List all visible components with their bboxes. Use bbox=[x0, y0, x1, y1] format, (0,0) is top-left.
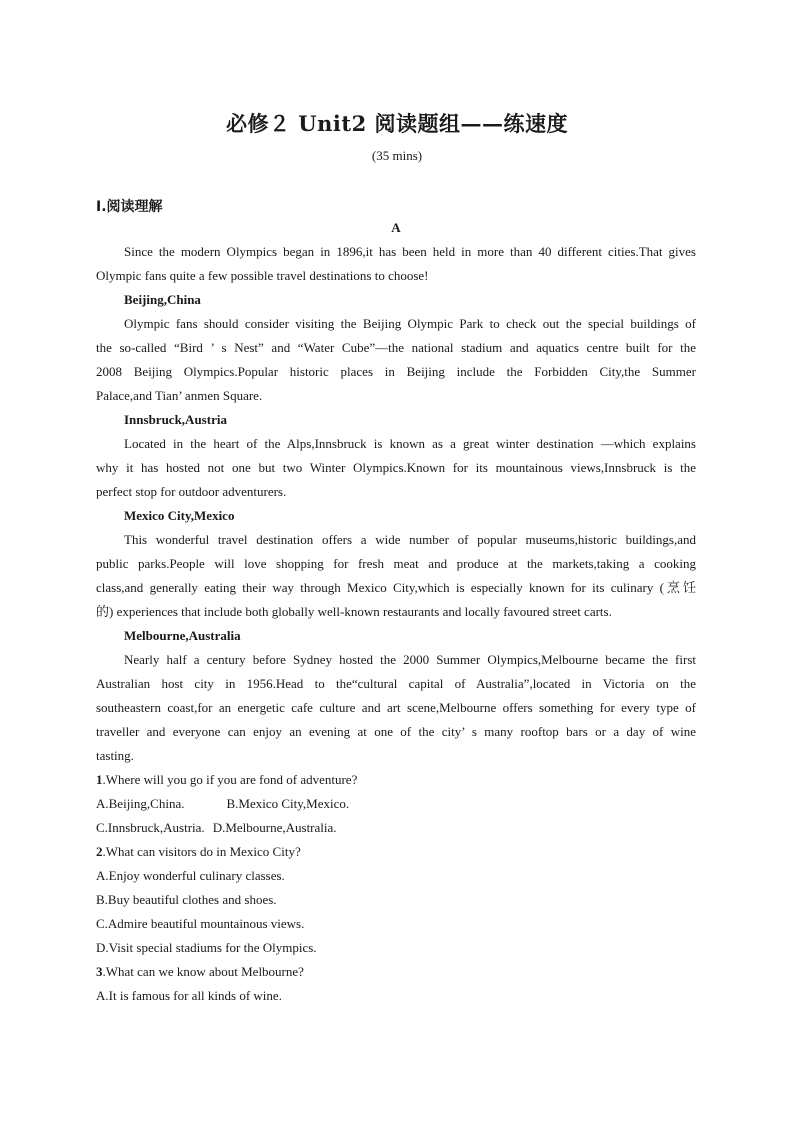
option-b: B.Buy beautiful clothes and shoes. bbox=[96, 892, 277, 907]
question-number: 3 bbox=[96, 964, 103, 979]
paragraph-line: perfect stop for outdoor adventurers. bbox=[96, 484, 287, 499]
question-number: 1 bbox=[96, 772, 103, 787]
paragraph-line: southeastern coast,for an energetic cafe culture and art scene,Melbourne offers something for every type of bbox=[96, 700, 696, 715]
question-1-options-ab bbox=[96, 792, 696, 816]
paragraph-line: Palace,and Tian’ anmen Square. bbox=[96, 388, 263, 403]
time-limit: (35 mins) bbox=[371, 148, 423, 163]
document-title: 必修２ Unit2 阅读题组——练速度 bbox=[226, 111, 568, 136]
city-heading-innsbruck: Innsbruck,Austria bbox=[124, 412, 227, 427]
option-a: A.Enjoy wonderful culinary classes. bbox=[96, 868, 285, 883]
option-a: A.It is famous for all kinds of wine. bbox=[96, 988, 282, 1003]
paragraph-line: Nearly half a century before Sydney hosted the 2000 Summer Olympics,Melbourne became the first bbox=[124, 652, 696, 667]
paragraph-line: why it has hosted not one but two Winter Olympics.Known for its mountainous views,Innsbruck is the bbox=[96, 460, 696, 475]
passage-body bbox=[96, 216, 696, 1008]
city-heading-mexico: Mexico City,Mexico bbox=[124, 508, 235, 523]
intro-line: Since the modern Olympics began in 1896,it has been held in more than 40 different cities.That gives bbox=[124, 244, 696, 259]
option-c: C.Innsbruck,Austria. bbox=[96, 820, 205, 835]
paragraph-line: traveller and everyone can enjoy an evening at one of the city’ s many rooftop bars or a day of wine bbox=[96, 724, 696, 739]
city-heading-beijing: Beijing,China bbox=[124, 292, 201, 307]
city-heading-melbourne: Melbourne,Australia bbox=[124, 628, 241, 643]
paragraph-line: class,and generally eating their way through Mexico City,which is especially known for its culinary (烹饪 bbox=[96, 580, 696, 595]
question-text: .What can visitors do in Mexico City? bbox=[102, 844, 301, 859]
question-number: 2 bbox=[96, 844, 103, 859]
paragraph-line: Australian host city in 1956.Head to the“cultural capital of Australia”,located in Victoria on the bbox=[96, 676, 696, 691]
question-text: .What can we know about Melbourne? bbox=[102, 964, 304, 979]
option-c: C.Admire beautiful mountainous views. bbox=[96, 916, 305, 931]
option-d: D.Melbourne,Australia. bbox=[212, 820, 337, 835]
paragraph-line: tasting. bbox=[96, 748, 134, 763]
paragraph-line: This wonderful travel destination offers a wide number of popular museums,historic buildings,and bbox=[124, 532, 696, 547]
question-1 bbox=[96, 768, 696, 792]
question-2 bbox=[96, 840, 696, 864]
paragraph-line: Located in the heart of the Alps,Innsbruck is known as a great winter destination —which explains bbox=[124, 436, 696, 451]
passage-label: A bbox=[391, 220, 401, 235]
paragraph-line: 的) experiences that include both globally well-known restaurants and locally favoured street carts. bbox=[96, 604, 612, 619]
section-heading: Ⅰ.阅读理解 bbox=[96, 199, 163, 215]
paragraph-line: public parks.People will love shopping for fresh meat and produce at the markets,taking a cooking bbox=[96, 556, 696, 571]
intro-line: Olympic fans quite a few possible travel destinations to choose! bbox=[96, 268, 429, 283]
question-text: .Where will you go if you are fond of adventure? bbox=[102, 772, 358, 787]
paragraph-line: the so-called “Bird ’ s Nest” and “Water Cube”—the national stadium and aquatics centre built for the bbox=[96, 340, 696, 355]
paragraph-line: Olympic fans should consider visiting the Beijing Olympic Park to check out the special buildings of bbox=[124, 316, 696, 331]
question-1-options-cd bbox=[96, 816, 696, 840]
question-3 bbox=[96, 960, 696, 984]
option-a: A.Beijing,China. bbox=[96, 796, 185, 811]
paragraph-line: 2008 Beijing Olympics.Popular historic places in Beijing include the Forbidden City,the Summer bbox=[96, 364, 696, 379]
option-b: B.Mexico City,Mexico. bbox=[226, 796, 350, 811]
option-d: D.Visit special stadiums for the Olympics. bbox=[96, 940, 317, 955]
